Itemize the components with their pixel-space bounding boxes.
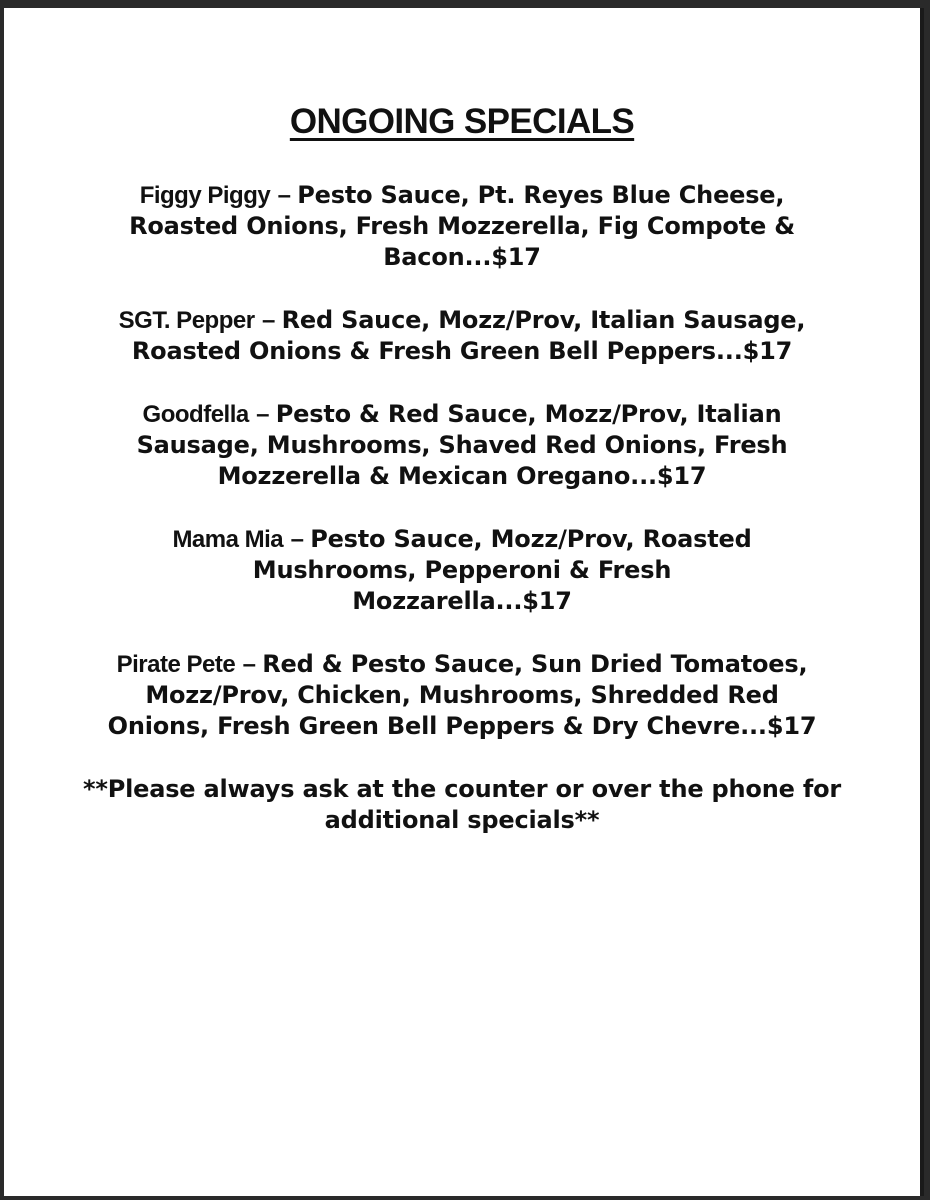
special-name: SGT. Pepper bbox=[118, 307, 255, 334]
special-item-mama-mia bbox=[142, 524, 782, 617]
specials-list bbox=[4, 180, 920, 836]
menu-page bbox=[4, 8, 924, 1196]
special-description: Pesto Sauce, Mozz/Prov, Roasted Mushrooms, Pepperoni & Fresh Mozzarella...$17 bbox=[252, 525, 752, 615]
name-separator: – bbox=[290, 526, 311, 553]
additional-specials-note: **Please always ask at the counter or over the phone for additional specials** bbox=[83, 775, 841, 834]
special-name: Goodfella bbox=[142, 401, 249, 428]
special-description: Red Sauce, Mozz/Prov, Italian Sausage, Roasted Onions & Fresh Green Bell Peppers...$17 bbox=[131, 306, 806, 365]
special-name: Figgy Piggy bbox=[139, 182, 271, 209]
name-separator: – bbox=[277, 182, 298, 209]
special-item-goodfella bbox=[132, 399, 792, 492]
special-item-sgt-pepper bbox=[102, 305, 822, 367]
name-separator: – bbox=[242, 651, 263, 678]
special-item-figgy-piggy bbox=[127, 180, 797, 273]
special-item-pirate-pete bbox=[92, 649, 832, 742]
special-description: Pesto & Red Sauce, Mozz/Prov, Italian Sausage, Mushrooms, Shaved Red Onions, Fresh Mozzerella & Mexican Oregano...$17 bbox=[136, 400, 788, 490]
special-name: Mama Mia bbox=[172, 526, 284, 553]
page-title: ONGOING SPECIALS bbox=[289, 102, 635, 141]
name-separator: – bbox=[261, 307, 282, 334]
special-description: Pesto Sauce, Pt. Reyes Blue Cheese, Roasted Onions, Fresh Mozzerella, Fig Compote & Bacon...$17 bbox=[129, 181, 795, 271]
special-description: Red & Pesto Sauce, Sun Dried Tomatoes, Mozz/Prov, Chicken, Mushrooms, Shredded Red Onions, Fresh Green Bell Peppers & Dry Chevre...$17 bbox=[107, 650, 817, 740]
name-separator: – bbox=[256, 401, 276, 428]
special-name: Pirate Pete bbox=[116, 651, 236, 678]
